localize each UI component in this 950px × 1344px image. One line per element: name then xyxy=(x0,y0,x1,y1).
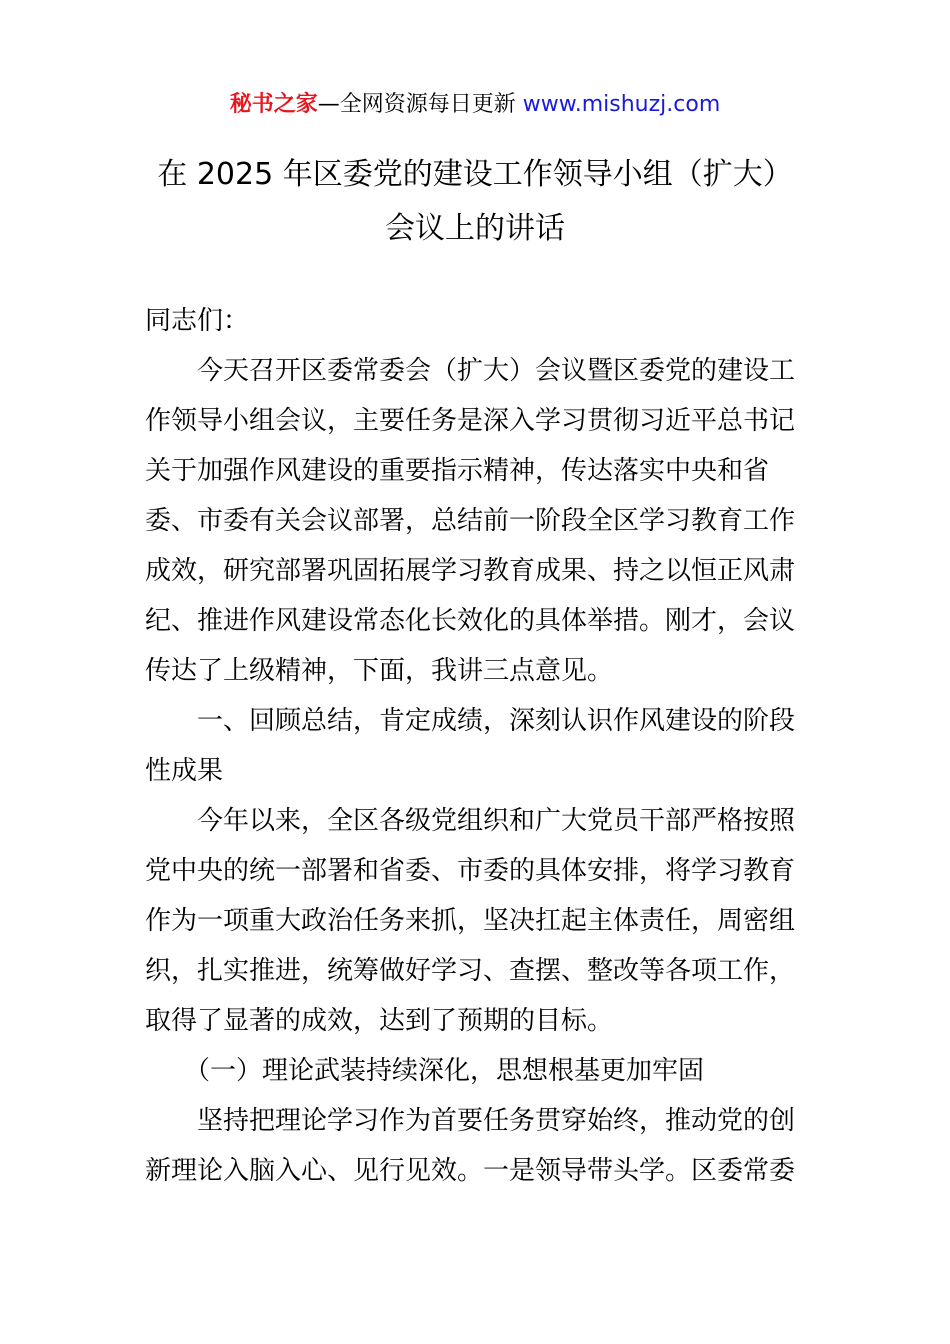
text-line: 新理论入脑入心、见行见效。一是领导带头学。区委常委 xyxy=(145,1156,796,1186)
section-heading: 性成果 xyxy=(145,756,224,786)
text-line: 今年以来，全区各级党组织和广大党员干部严格按照 xyxy=(145,806,796,836)
text-line: 织，扎实推进，统筹做好学习、查摆、整改等各项工作， xyxy=(145,956,796,986)
section-heading: 一、回顾总结，肯定成绩，深刻认识作风建设的阶段 xyxy=(145,706,796,736)
text-line: 委、市委有关会议部署，总结前一阶段全区学习教育工作 xyxy=(145,506,796,536)
document-title xyxy=(60,148,890,256)
document-body xyxy=(145,296,815,1196)
text-line: 成效，研究部署巩固拓展学习教育成果、持之以恒正风肃 xyxy=(145,556,796,586)
text-line: 作为一项重大政治任务来抓，坚决扛起主体责任，周密组 xyxy=(145,906,796,936)
text-line: 今天召开区委常委会（扩大）会议暨区委党的建设工 xyxy=(145,356,796,386)
subsection-heading: （一）理论武装持续深化，思想根基更加牢固 xyxy=(145,1056,705,1086)
title-line-1: 在 2025 年区委党的建设工作领导小组（扩大） xyxy=(157,157,793,192)
salutation: 同志们： xyxy=(145,306,250,336)
text-line: 关于加强作风建设的重要指示精神，传达落实中央和省 xyxy=(145,456,770,486)
text-line: 作领导小组会议，主要任务是深入学习贯彻习近平总书记 xyxy=(145,406,796,436)
site-url-link[interactable]: www.mishuzj.com xyxy=(522,92,721,117)
text-line: 纪、推进作风建设常态化长效化的具体举措。刚才，会议 xyxy=(145,606,796,636)
site-header xyxy=(0,88,950,122)
text-line: 坚持把理论学习作为首要任务贯穿始终，推动党的创 xyxy=(145,1106,796,1136)
brand-name: 秘书之家 xyxy=(229,92,318,117)
title-line-2: 会议上的讲话 xyxy=(385,211,565,246)
header-tagline: —全网资源每日更新 xyxy=(317,92,516,117)
text-line: 传达了上级精神，下面，我讲三点意见。 xyxy=(145,656,614,686)
text-line: 取得了显著的成效，达到了预期的目标。 xyxy=(145,1006,614,1036)
text-line: 党中央的统一部署和省委、市委的具体安排，将学习教育 xyxy=(145,856,796,886)
